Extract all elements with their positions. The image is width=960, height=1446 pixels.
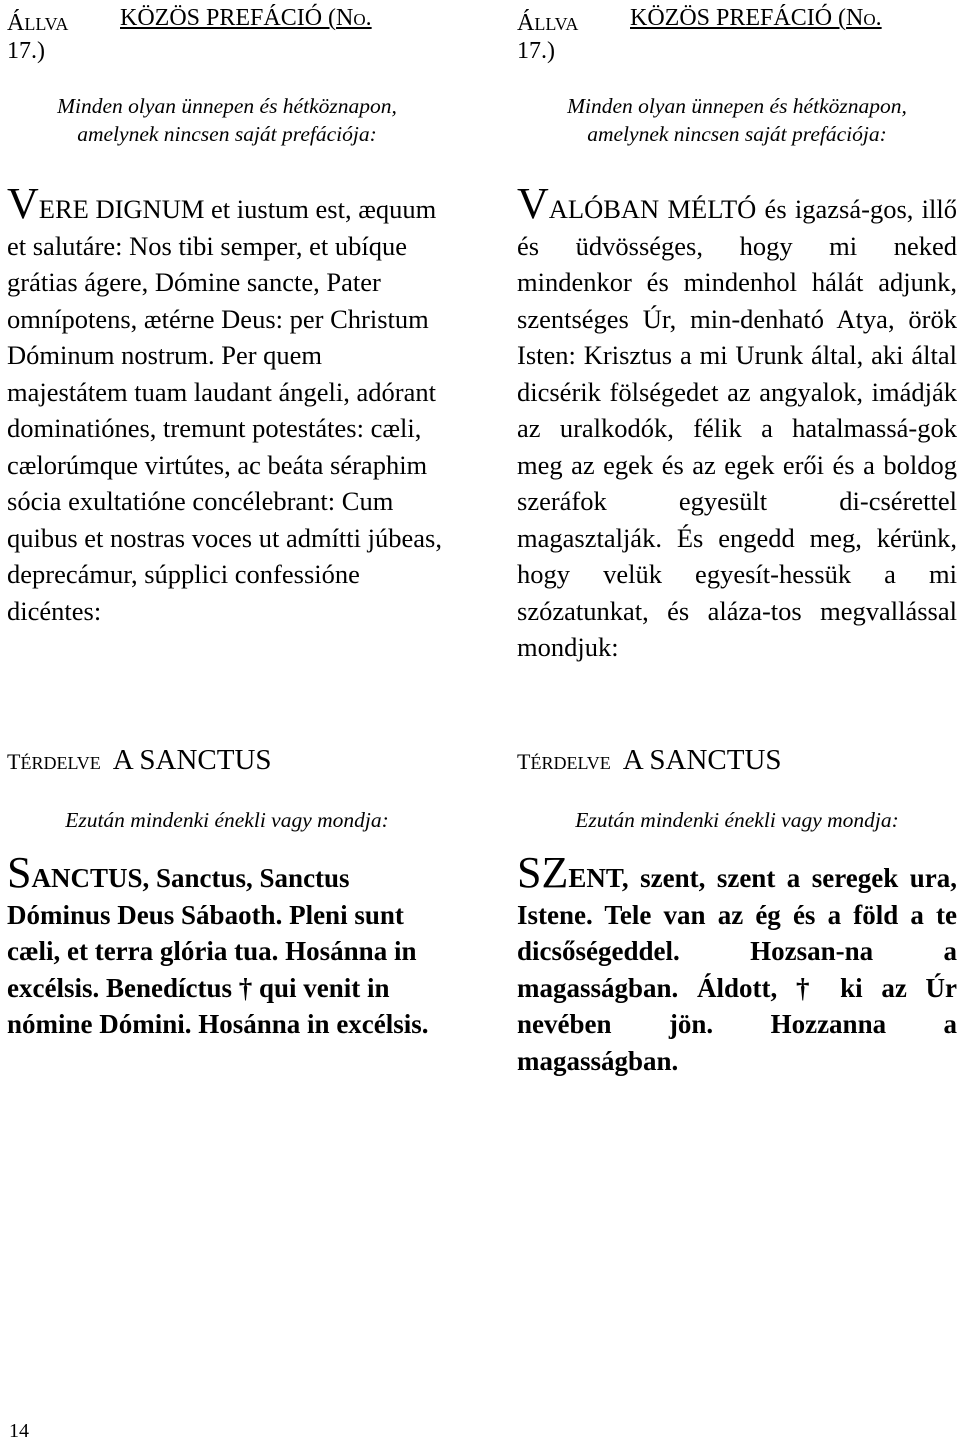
rubric-standing: ÁLLVA	[7, 10, 69, 36]
rubric-subtitle: Minden olyan ünnepen és hétköznapon, amelynek nincsen saját prefációja:	[567, 94, 907, 146]
rubric-kneeling: TÉRDELVE	[517, 749, 611, 774]
rubric-standing: ÁLLVA	[517, 10, 579, 36]
preface-text: VALÓBAN MÉLTÓ és igazsá-gos, illő és üdvösséges, hogy mi neked mindenkor és mindenhol hálát adjunk, szentséges Úr, min-denható Atya, örök Isten: Krisztus a mi Urunk által, aki által dicsérik fölségedet az angyalok, imádják az uralkodók, félik a hatalmassá-gok meg az egek és az egek erői és a boldog szeráfok egyesült di-csérettel magasztalják. És engedd meg, kérünk, hogy velük egyesít-hessük a mi szózatunkat, és aláza-tos megvallással mondjuk:	[517, 179, 957, 662]
hungarian-column	[517, 0, 957, 1076]
column-header	[517, 0, 957, 72]
sanctus-text: SANCTUS, Sanctus, Sanctus Dóminus Deus Sábaoth. Pleni sunt cæli, et terra glória tua. Hosánna in excélsis. Benedíctus † qui venit in nómine Dómini. Hosánna in excélsis.	[7, 848, 429, 1039]
drop-initial: V	[517, 179, 549, 228]
drop-initial: V	[7, 179, 39, 228]
section-number: 17.)	[517, 38, 555, 64]
page-number: 14	[9, 1420, 29, 1442]
sanctus-heading: TÉRDELVE A SANCTUS	[7, 744, 272, 776]
rubric-after: Ezután mindenki énekli vagy mondja:	[575, 808, 899, 832]
rubric-after: Ezután mindenki énekli vagy mondja:	[65, 808, 389, 832]
preface-text: VERE DIGNUM et iustum est, æquum et salutáre: Nos tibi semper, et ubíque grátias ágere, Dómine sancte, Pater omnípotens, ætérne Deus: per Christum Dóminum nostrum. Per quem majestátem tuam laudant ángeli, adórant dominatiónes, tremunt potestátes: cæli, cælorúmque virtútes, ac beáta séraphim sócia exultatióne concélebrant: Cum quibus et nostras voces ut admítti júbeas, deprecámur, súpplici confessióne dicéntes:	[7, 179, 442, 626]
rubric-kneeling: TÉRDELVE	[7, 749, 101, 774]
column-header	[7, 0, 447, 72]
rubric-subtitle: Minden olyan ünnepen és hétköznapon, amelynek nincsen saját prefációja:	[57, 94, 397, 146]
latin-column	[7, 0, 447, 1039]
section-number: 17.)	[7, 38, 45, 64]
drop-initial: SZ	[517, 848, 569, 897]
sanctus-text: SZENT, szent, szent a seregek ura, Istene. Tele van az ég és a föld a te dicsőségeddel. Hozsan-na a magasságban. Áldott, † ki az Úr nevében jön. Hozzanna a magasságban.	[517, 848, 957, 1076]
sanctus-heading: TÉRDELVE A SANCTUS	[517, 744, 782, 776]
drop-initial: S	[7, 848, 32, 897]
section-title: KÖZÖS PREFÁCIÓ (No.	[120, 5, 372, 31]
section-title: KÖZÖS PREFÁCIÓ (No.	[630, 5, 882, 31]
